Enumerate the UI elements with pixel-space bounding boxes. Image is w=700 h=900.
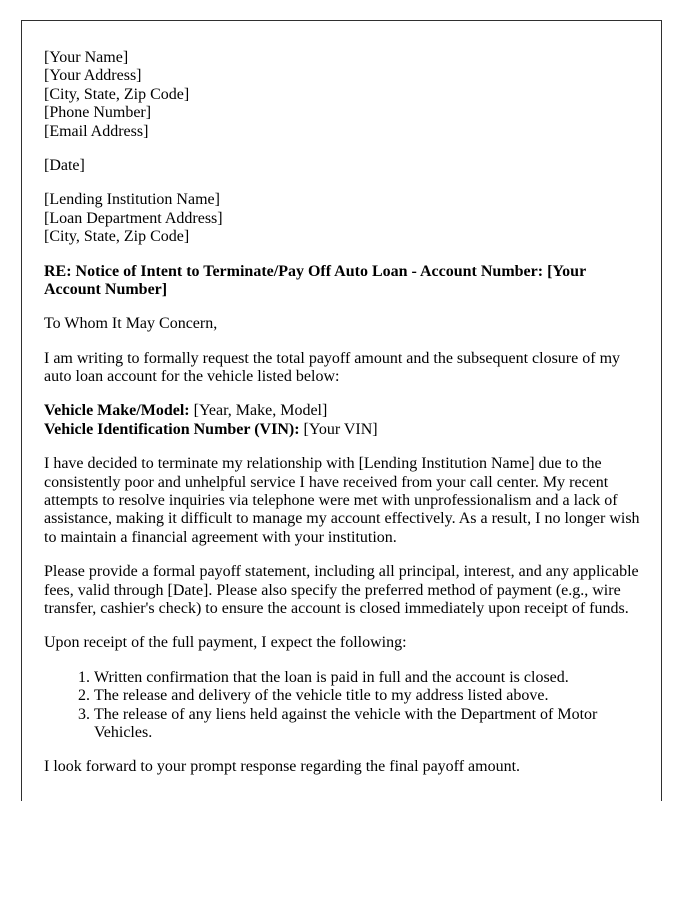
sender-address: [Your Address] (44, 67, 142, 85)
sender-address-block (44, 49, 643, 141)
vehicle-vin-value: [Your VIN] (303, 420, 378, 438)
vehicle-make-model-value: [Year, Make, Model] (193, 402, 328, 420)
expectation-item-2: 2. The release and delivery of the vehicle title to my address listed above. (94, 687, 643, 705)
expectation-item-3: 3. The release of any liens held against the vehicle with the Department of Motor Vehicles. (94, 706, 643, 743)
vehicle-vin-line (44, 421, 643, 439)
vehicle-details-block (44, 402, 643, 439)
closing-paragraph: I look forward to your prompt response regarding the final payoff amount. (44, 758, 521, 776)
subject-line: RE: Notice of Intent to Terminate/Pay Off Auto Loan - Account Number: [Your Account Number] (44, 262, 586, 298)
recipient-city-state-zip: [City, State, Zip Code] (44, 228, 190, 246)
recipient-institution-name: [Lending Institution Name] (44, 191, 220, 209)
request-paragraph: I am writing to formally request the total payoff amount and the subsequent closure of my auto loan account for the vehicle listed below: (44, 349, 621, 386)
date-line: [Date] (44, 156, 85, 174)
salutation: To Whom It May Concern, (44, 315, 218, 333)
vehicle-make-model-label: Vehicle Make/Model: (44, 402, 190, 420)
recipient-address-block (44, 191, 643, 246)
recipient-department-address: [Loan Department Address] (44, 209, 223, 227)
expectation-item-1: 1. Written confirmation that the loan is paid in full and the account is closed. (94, 669, 643, 687)
sender-email: [Email Address] (44, 122, 149, 140)
termination-reason-paragraph: I have decided to terminate my relationship with [Lending Institution Name] due to the consistently poor and unhelpful service I have received from your call center. My recent attempts to resolve inquiries via telephone were met with unprofessionalism and a lack of assistance, making it difficult to manage my account effectively. As a result, I no longer wish to maintain a financial agreement with your institution. (44, 455, 640, 546)
vehicle-make-model-line (44, 402, 643, 420)
expectations-list (44, 669, 643, 743)
letter-page (21, 20, 662, 801)
sender-phone: [Phone Number] (44, 104, 152, 122)
expectations-intro: Upon receipt of the full payment, I expect the following: (44, 634, 407, 652)
payoff-statement-paragraph: Please provide a formal payoff statement, including all principal, interest, and any applicable fees, valid through [Date]. Please also specify the preferred method of payment (e.g., wire transfer, cashier's check) to ensure the account is closed immediately upon receipt of funds. (44, 563, 639, 617)
sender-name: [Your Name] (44, 49, 129, 66)
vehicle-vin-label: Vehicle Identification Number (VIN): (44, 420, 300, 438)
sender-city-state-zip: [City, State, Zip Code] (44, 85, 190, 103)
